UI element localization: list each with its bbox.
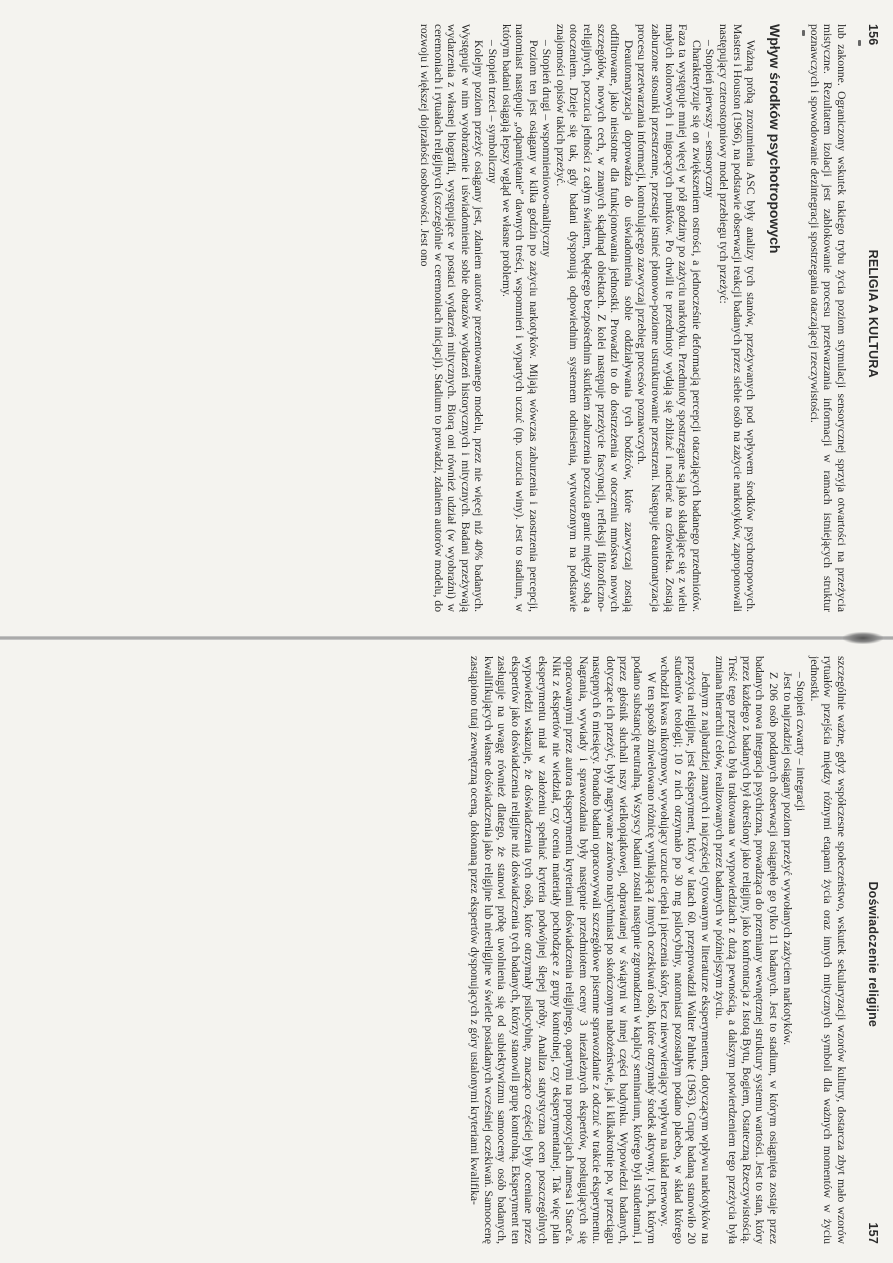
page-157 <box>0 650 880 1250</box>
binding-shadow <box>843 632 883 644</box>
paragraph: Charakteryzuje się on zwiększeniem ostrości, a jednocześnie deformacją percepcji otaczających badanego przedmiotów. Faza ta występuje mniej więcej w pół godziny po zażyciu narkotyku. Przedmioty spostrzegane są jako składające się z wielu małych kolorowych i migocących punktów. Po chwili te przedmioty wydają się zbliżać i nacierać na człowieka. Zostają zaburzone stosunki przestrzenne, przestaje istnieć płonowo-poziome ustrukturowanie przestrzeni. Następuje deautomatyzacja procesu przetwarzania informacji, kontrolującego zazwyczaj przebieg procesów poznawczych. <box>635 24 703 612</box>
paragraph: Z 206 osób poddanych obserwacji osiągnęło go tylko 11 badanych. Jest to stadium, w którym osiągnięta zostaje przez badanych nowa integracja psychiczna, prowadząca do przemiany wewnętrznej struktury systemu wartości. Jest to stan, który przez każdego z badanych był określony jako religijny, jako konfrontacja z Istotą Bytu, Bogiem, Ostateczną Rzeczywistością. Treść tego przeżycia była traktowana w wypowiedziach z dużą pewnością, a dalszym potwierdzeniem tego przeżycia była zmiana hierarchii celów, realizowanych przez badanych w późniejszym życiu. <box>712 656 781 1244</box>
running-header <box>856 18 880 618</box>
section-heading: Wpływ środków psychotropowych <box>767 24 784 254</box>
paragraph: Poziom ten jest osiągany w kilka godzin po zażyciu narkotyków. Mijają wówczas zaburzenia i zaostrzenia percepcji, natomiast następuje „odpamiętanie” dawnych treści, wspomnień i wypartych uczuć (np. uczucia winy). Jest to stadium, w którym badani osiągają lepszy wgląd we własne problemy. <box>499 24 540 612</box>
page-number: 157 <box>866 1222 880 1244</box>
running-head-title: RELIGIA A KULTURA <box>866 249 880 378</box>
stage-heading: – Stopień drugi – wspomnieniowo-analityczny <box>540 40 554 258</box>
paragraph: Jest to najrzadziej osiągany poziom przeżyć wywołanych zażyciem narkotyków. <box>780 672 794 1046</box>
page-156 <box>0 18 880 618</box>
paragraph: Kolejny poziom przeżyć osiągany jest, zdaniem autorów prezentowanego modelu, przez nie więcej niż 40% badanych. Występuje w nim wyobrażenie i uświadomienie sobie obrazów wydarzeń historycznych i mitycznych. Badani przeżywają wydarzenia z własnej biografii, występujące w postaci wydarzeń mitycznych. Biorą oni również udział (w wyobraźni) w ceremoniach i rytuałach religijnych (szczególnie w ceremoniach inicjacji). Stadium to prowadzi, zdaniem autorów modelu, do rozwoju i większej dojrzałości osobowości. Jest ono <box>417 24 486 612</box>
page-body <box>417 18 856 618</box>
paragraph: Deautomatyzacja doprowadza do uświadomienia sobie oddziaływania tych bodźców, które zazwyczaj zostają odfiltrowane, jako nieistotne dla funkcjonowania jednostki. Prowadzi to do dostrzeżenia w otoczeniu mnóstwa nowych szczegółów, nowych cech, w znanych skądinąd obiektach. Z kolei następuje przeżycie fascynacji, refleksji filozoficzno-religijnych, poczucia jedności z całym światem, będącego bezpośrednim skutkiem zaburzenia poczucia granic między sobą a otoczeniem. Dzieje się tak, gdy badani dysponują odpowiednim systemem odniesienia, wytworzonym na podstawie znajomości opisów takich przeżyć. <box>553 24 635 612</box>
paragraph: szczególnie ważne, gdyż współczesne społeczeństwo, wskutek sekularyzacji wzorów kultury, dostarcza zbyt mało wzorów rytuałów przejścia między różnymi etapami życia oraz innych mitycznych symboli dla ważnych momentów w życiu jednostki. <box>807 656 848 1244</box>
intro-paragraph: lub zakonne. Ograniczony wskutek takiego trybu życia poziom stymulacji sensorycznej sprzyja otwartości na przeżycia mistyczne. Rezultatem izolacji jest zablokowanie procesu przetwarzania informacji w ramach istniejących struktur poznawczych i spowodowanie dezintegracji spostrzegania otaczającej rzeczywistości. <box>807 24 848 612</box>
stage-heading: – Stopień pierwszy – sensoryczny <box>703 40 717 198</box>
running-head-title: Doświadczenie religijne <box>866 881 880 1028</box>
paragraph: Jednym z najbardziej znanych i najczęściej cytowanym w literaturze eksperymentem, dotyczącym wpływu narkotyków na przeżycia religijne, jest eksperyment, który w latach 60. przeprowadził Walter Pahnke (1963). Grupę badaną stanowiło 20 studentów teologii; 10 z nich otrzymało po 30 mg psilocybiny, natomiast pozostałym podano placebo, w skład którego wchodził kwas nikotynowy, wywołujący uczucie ciepła i pieczenia skóry, lecz niewywierający wpływu na układ nerwowy. <box>658 656 713 1244</box>
page-body <box>467 650 856 1250</box>
paragraph: Ważną próbą zrozumienia ASC były analizy tych stanów, przeżywanych pod wpływem środków psychotropowych. Masters i Houston (1966), na podstawie obserwacji reakcji badanych przez siebie osób na zażycie narkotyków, zaproponowali następujący czterostopniowy model przebiegu tych przeżyć: <box>717 24 758 612</box>
page-gutter <box>0 636 893 640</box>
stage-heading: – Stopień trzeci – symboliczny <box>485 40 499 184</box>
stage-heading: – Stopień czwarty – integracji <box>794 672 808 812</box>
paragraph: W ten sposób zniwelowano różnicę wynikającą z innych oczekiwań osób, które otrzymały środek aktywny, i tych, którym podano substancję neutralną. Wszyscy badani zostali następnie zgromadzeni w kaplicy seminarium, którego byli studentami, i przez głośnik słuchali nszy wielkopiątkowej, odprawianej w świątyni w innej części budynku. Wypowiedzi badanych, dotyczące ich przeżyć, były nagrywane zarówno natychmiast po skończonym nabożeństwie, jak i kilkakrotnie po, w przeciągu następnych 6 miesięcy. Ponadto badani opracowywali szczegółowe pisemne sprawozdanie z odczuć w trakcie eksperymentu. Nagrania, wywiady i sprawozdania były następnie przedmiotem oceny 3 niezależnych ekspertów, posługujących się opracowanymi przez autora eksperymentu kryteriami doświadczenia religijnego, opartymi na propozycjach Jamesa i Stace'a. Nikt z ekspertów nie wiedział, czy ocenia materiały pochodzące z grupy kontrolnej, czy eksperymentalnej. Tak więc plan eksperymentu miał w założeniu spełniać kryteria podwójnej ślepej próby. Analiza statystyczna ocen poszczególnych wypowiedzi wskazuje, że doświadczenia tych osób, które otrzymały psilocybinę, znacząco częściej były oceniane przez ekspertów jako doświadczenia religijne niż doświadczenia tych badanych, którzy stanowili grupę kontrolną. Eksperyment ten zasługuje na uwagę również dlatego, że stanowi próbę uwolnienia się od subiektywizmu samooceny osób badanych, kwalifikujących własne doświadczenia jako religijne lub niereligijne w świetle posiadanych wcześniej oczekiwań. Samoocenę zastąpiono tutaj zewnętrzną oceną, dokonaną przez ekspertów dysponujących z góry ustalonymi kryteriami kwalifika- <box>467 656 658 1244</box>
page-number: 156 <box>866 24 880 46</box>
running-header <box>856 650 880 1250</box>
